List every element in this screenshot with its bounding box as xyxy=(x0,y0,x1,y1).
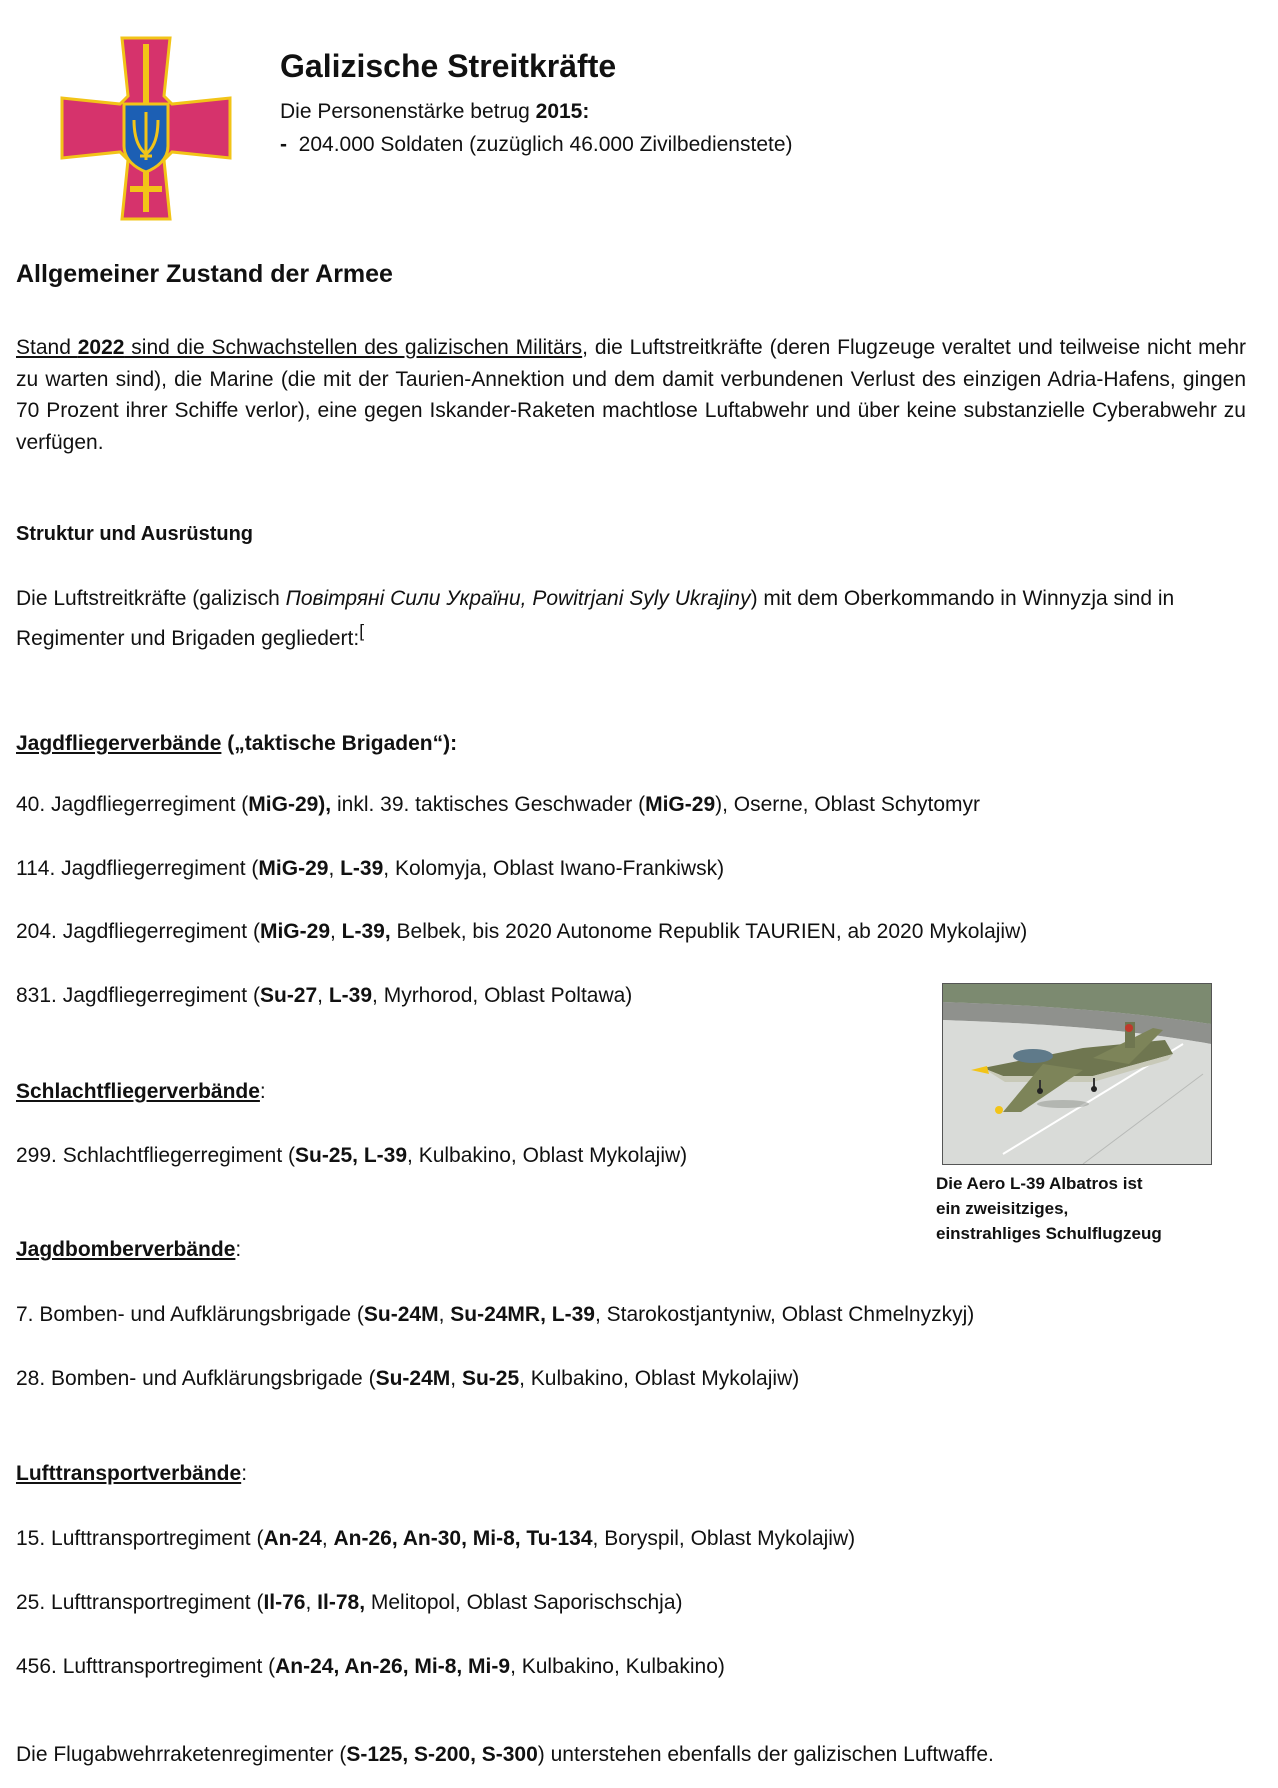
air-force-emblem-icon xyxy=(60,36,232,221)
l39-aircraft-icon xyxy=(943,984,1211,1164)
list-item: 456. Lufttransportregiment (An-24, An-26, Mi-8, Mi-9, Kulbakino, Kulbakino) xyxy=(16,1655,725,1678)
state-year: 2022 xyxy=(77,336,125,359)
list-item: 28. Bomben- und Aufklärungsbrigade (Su-24M, Su-25, Kulbakino, Oblast Mykolajiw) xyxy=(16,1367,800,1390)
transport-heading-text: Lufttransportverbände xyxy=(16,1462,242,1485)
schlacht-heading-text: Schlachtfliegerverbände xyxy=(16,1080,260,1103)
soldiers-line xyxy=(280,133,793,157)
aircraft-photo xyxy=(942,983,1212,1165)
state-paragraph xyxy=(16,332,1246,458)
bullet: - xyxy=(280,133,287,156)
jagd-heading xyxy=(16,732,457,756)
list-item: 831. Jagdfliegerregiment (Su-27, L-39, Myrhorod, Oblast Poltawa) xyxy=(16,984,633,1007)
list-item: 15. Lufttransportregiment (An-24, An-26, An-30, Mi-8, Tu-134, Boryspil, Oblast Mykolajiw) xyxy=(16,1527,856,1550)
soldiers-text: 204.000 Soldaten (zuzüglich 46.000 Zivilbedienstete) xyxy=(298,133,793,156)
transport-heading: Lufttransportverbände: xyxy=(16,1462,248,1485)
list-item: 40. Jagdfliegerregiment (MiG-29), inkl. 39. taktisches Geschwader (MiG-29), Oserne, Oblast Schytomyr xyxy=(16,793,981,816)
state-underlined-1: Stand xyxy=(16,336,78,359)
list-item: 114. Jagdfliegerregiment (MiG-29, L-39, Kolomyja, Oblast Iwano-Frankiwsk) xyxy=(16,857,725,880)
jagd-heading-text: Jagdfliegerverbände xyxy=(16,732,222,755)
schlacht-heading: Schlachtfliegerverbände: xyxy=(16,1080,266,1103)
list-item: 25. Lufttransportregiment (Il-76, Il-78, Melitopol, Oblast Saporischschja) xyxy=(16,1591,683,1614)
footnote-marker: [ xyxy=(359,621,365,641)
section-heading-state: Allgemeiner Zustand der Armee xyxy=(16,260,393,288)
photo-caption xyxy=(936,1171,1236,1246)
section-heading-structure: Struktur und Ausrüstung xyxy=(16,523,254,545)
caption-line-3: einstrahliges Schulflugzeug xyxy=(936,1224,1162,1243)
bomber-heading: Jagdbomberverbände: xyxy=(16,1238,242,1261)
structure-text-2: ) mit dem Oberkommando in Winnyzja sind in Regimenter und Brigaden gegliedert: xyxy=(16,587,1175,650)
strength-colon: : xyxy=(582,100,590,123)
structure-text-1: Die Luftstreitkräfte (galizisch xyxy=(16,587,286,610)
page-title: Galizische Streitkräfte xyxy=(280,48,617,84)
jagd-heading-suffix: („taktische Brigaden“): xyxy=(221,732,458,755)
list-item: 7. Bomben- und Aufklärungsbrigade (Su-24M, Su-24MR, L-39, Starokostjantyniw, Oblast Chmelnyzkyj) xyxy=(16,1303,975,1326)
state-underlined-2: sind die Schwachstellen des galizischen Militärs xyxy=(124,336,583,359)
state-rest: , die Luftstreitkräfte (deren Flugzeuge veraltet und teilweise nicht mehr zu warten sind), die Marine (die mit der Taurien-Annektion und dem damit verbundenen Verlust des einzigen Adria-Hafens, gingen 70 Prozent ihrer Schiffe verlor), eine gegen Iskander-Raketen machtlose Luftabwehr und über keine substanzielle Cyberabwehr zu verfügen. xyxy=(16,336,1246,454)
strength-year: 2015 xyxy=(535,100,583,123)
list-item: 204. Jagdfliegerregiment (MiG-29, L-39, Belbek, bis 2020 Autonome Republik TAURIEN, ab 2020 Mykolajiw) xyxy=(16,920,1028,943)
caption-line-1: Die Aero L-39 Albatros ist xyxy=(936,1174,1143,1193)
structure-italic-name: Повітряні Сили України, Powitrjani Syly Ukrajiny xyxy=(285,587,751,610)
strength-prefix: Die Personenstärke betrug xyxy=(280,100,536,123)
strength-line xyxy=(280,100,589,124)
footer-line: Die Flugabwehrraketenregimenter (S-125, S-200, S-300) unterstehen ebenfalls der galizischen Luftwaffe. xyxy=(16,1743,994,1766)
structure-paragraph xyxy=(16,583,1246,655)
bomber-heading-text: Jagdbomberverbände xyxy=(16,1238,236,1261)
caption-line-2: ein zweisitziges, xyxy=(936,1199,1069,1218)
list-item: 299. Schlachtfliegerregiment (Su-25, L-39, Kulbakino, Oblast Mykolajiw) xyxy=(16,1144,688,1167)
